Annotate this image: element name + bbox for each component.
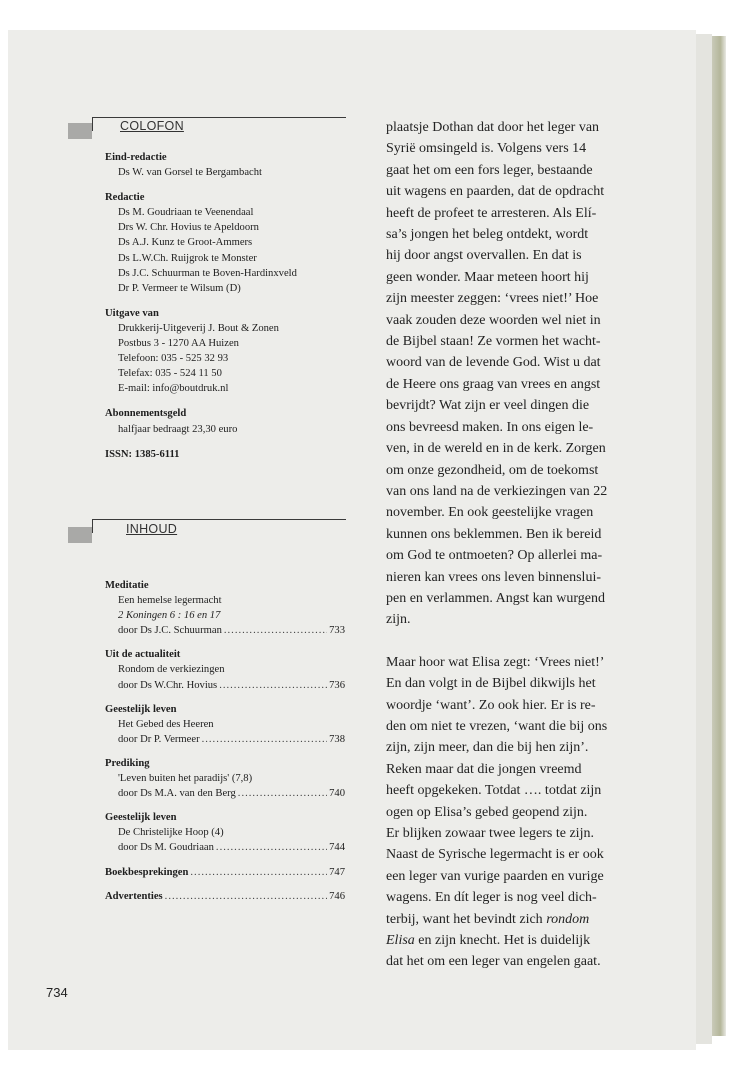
colofon-line: Ds A.J. Kunz te Groot-Ammers — [118, 237, 253, 249]
toc-scripture: 2 Koningen 6 : 16 en 17 — [118, 610, 221, 622]
toc-leader — [224, 623, 327, 638]
body-italic-span: Elisa — [386, 933, 415, 949]
body-line: nieren kan vrees ons leven binnenslui- — [386, 569, 601, 585]
body-line: dat het om een leger van engelen gaat. — [386, 954, 601, 970]
colofon-block — [105, 150, 345, 472]
body-line: geen wonder. Maar meteen hoort hij — [386, 269, 589, 285]
body-line: om God te ontmoeten? Op allerlei ma- — [386, 548, 603, 564]
colofon-line: Telefax: 035 - 524 11 50 — [118, 368, 222, 380]
toc-entry[interactable] — [105, 732, 345, 747]
toc-section — [105, 702, 345, 747]
toc-heading: Geestelijk leven — [105, 812, 177, 824]
uitgave-label: Uitgave van — [105, 307, 159, 319]
body-line: Reken maar dat die jongen vreemd — [386, 761, 582, 777]
body-line — [386, 930, 686, 951]
uitgave-group — [105, 306, 345, 397]
toc-section — [105, 578, 345, 638]
toc-author: door Ds W.Chr. Hovius — [118, 679, 218, 691]
colofon-line: Ds L.W.Ch. Ruijgrok te Monster — [118, 252, 257, 264]
body-line: kunnen ons beklemmen. Ben ik bereid — [386, 526, 602, 542]
colofon-title: COLOFON — [120, 119, 184, 133]
toc-entry[interactable] — [105, 786, 345, 801]
toc-entry[interactable] — [105, 840, 345, 855]
body-line: Maar hoor wat Elisa zegt: ‘Vrees niet!’ — [386, 654, 605, 670]
issn: ISSN: 1385-6111 — [105, 448, 180, 460]
body-line: ogen op Elisa’s gebed geopend zijn. — [386, 804, 588, 820]
toc-heading: Meditatie — [105, 580, 149, 591]
body-line: heeft opgekeken. Totdat …. totdat zijn — [386, 783, 602, 799]
toc-page: 738 — [329, 733, 345, 745]
toc-page: 733 — [329, 625, 345, 637]
body-line: uit wagens en paarden, dat de opdracht — [386, 184, 605, 200]
body-line: zijn meester zeggen: ‘vrees niet!’ Hoe — [386, 291, 599, 307]
body-line: bevrijdt? Wat zijn er veel dingen die — [386, 398, 590, 414]
toc-leader — [202, 732, 328, 747]
toc-author: door Ds J.C. Schuurman — [118, 625, 222, 637]
body-line: plaatsje Dothan dat door het leger van — [386, 120, 600, 135]
toc-section — [105, 756, 345, 801]
toc-leader — [238, 786, 327, 801]
colofon-rule — [92, 117, 346, 118]
body-line: gaat het om een fors leger, bestaande — [386, 162, 593, 178]
toc-leader — [165, 889, 327, 904]
colofon-line: Postbus 3 - 1270 AA Huizen — [118, 338, 239, 350]
body-line: zijn. — [386, 612, 411, 628]
colofon-line: E-mail: info@boutdruk.nl — [118, 383, 229, 395]
colofon-line: Ds J.C. Schuurman te Boven-Hardinxveld — [118, 267, 297, 279]
eind-redactie-group — [105, 150, 345, 180]
body-line: woord van de levende God. Wist u dat — [386, 355, 601, 371]
colofon-marker — [68, 123, 92, 139]
toc-leader — [190, 865, 327, 880]
toc-author: door Dr P. Vermeer — [118, 733, 200, 745]
toc-section — [105, 647, 345, 692]
toc-heading: Uit de actualiteit — [105, 649, 181, 661]
body-line: ven, in de wereld en in de kerk. Zorgen — [386, 441, 606, 457]
body-line: den om niet te vrezen, ‘want die bij ons — [386, 718, 608, 734]
toc-page: 740 — [329, 788, 345, 800]
body-line: En dan volgt in de Bijbel dikwijls het — [386, 676, 596, 692]
colofon-line: Ds W. van Gorsel te Bergambacht — [118, 167, 262, 179]
toc-title: 'Leven buiten het paradijs' (7,8) — [118, 773, 253, 785]
colofon-line: halfjaar bedraagt 23,30 euro — [118, 423, 238, 435]
body-line: zijn, zijn meer, dan die bij hen zijn’. — [386, 740, 589, 756]
body-text — [386, 117, 686, 994]
toc-leader — [216, 840, 327, 855]
colofon-line: Ds M. Goudriaan te Veenendaal — [118, 207, 254, 219]
abonnement-group — [105, 406, 345, 436]
colofon-line: Drs W. Chr. Hovius te Apeldoorn — [118, 222, 259, 234]
colofon-line: Dr P. Vermeer te Wilsum (D) — [118, 282, 241, 294]
body-line: van ons land na de verkiezingen van 22 — [386, 483, 608, 499]
toc-title: Een hemelse legermacht — [118, 595, 222, 607]
inhoud-rule — [92, 519, 346, 520]
toc-section — [105, 865, 345, 880]
body-line: Naast de Syrische legermacht is er ook — [386, 847, 604, 863]
body-italic-span: rondom — [546, 911, 590, 927]
toc-leader — [219, 678, 327, 693]
toc-author: door Ds M.A. van den Berg — [118, 788, 236, 800]
body-line: Syrië omsingeld is. Volgens vers 14 — [386, 141, 587, 157]
toc-entry[interactable] — [105, 623, 345, 638]
toc-heading: Geestelijk leven — [105, 703, 177, 715]
toc-title: De Christelijke Hoop (4) — [118, 827, 224, 839]
body-line: de Bijbel staan! Ze vormen het wacht- — [386, 334, 601, 350]
body-line: woordje ‘want’. Zo ook hier. Er is re- — [386, 697, 596, 713]
body-text-span: en zijn knecht. Het is duidelijk — [414, 933, 591, 949]
page-number: 734 — [46, 985, 68, 1000]
toc-page: 736 — [329, 679, 345, 691]
colofon-line: Drukkerij-Uitgeverij J. Bout & Zonen — [118, 322, 279, 334]
toc-entry-boekbesprekingen[interactable] — [105, 865, 345, 880]
colofon-rule-tick — [92, 117, 93, 131]
body-paragraph — [386, 652, 686, 973]
page-edge — [696, 34, 712, 1044]
toc-entry-advertenties[interactable] — [105, 889, 345, 904]
toc-title: Het Gebed des Heeren — [118, 718, 214, 730]
next-page-edge — [712, 36, 726, 1036]
inhoud-rule-tick — [92, 519, 93, 533]
toc-page: 747 — [329, 866, 345, 878]
toc-page: 744 — [329, 842, 345, 854]
body-line: vaak zouden deze woorden wel niet in — [386, 312, 601, 328]
toc-block — [105, 578, 345, 913]
toc-heading: Advertenties — [105, 890, 163, 902]
body-line: Er blijken zowaar twee legers te zijn. — [386, 826, 594, 841]
inhoud-title: INHOUD — [126, 522, 178, 536]
body-line — [386, 909, 686, 930]
inhoud-marker — [68, 527, 92, 543]
body-line: november. En ook geestelijke vragen — [386, 505, 594, 521]
toc-heading: Prediking — [105, 757, 150, 769]
toc-entry[interactable] — [105, 678, 345, 693]
toc-page: 746 — [329, 890, 345, 902]
body-paragraph — [386, 117, 686, 631]
toc-title: Rondom de verkiezingen — [118, 664, 225, 676]
toc-section — [105, 889, 345, 904]
body-line: ons bevreesd maken. In ons eigen le- — [386, 419, 594, 435]
body-line: pen en verlammen. Angst kan wurgend — [386, 590, 606, 606]
redactie-group — [105, 190, 345, 296]
body-line: hij door angst overvallen. En dat is — [386, 248, 582, 264]
body-line: heeft de profeet te arresteren. Als Elí- — [386, 205, 597, 221]
body-line: de Heere ons graag van vrees en angst — [386, 376, 601, 392]
toc-author: door Ds M. Goudriaan — [118, 842, 214, 854]
toc-heading: Boekbesprekingen — [105, 866, 189, 878]
body-line: wagens. En dít leger is nog veel dich- — [386, 890, 597, 906]
body-line: sa’s jongen het beleg ontdekt, wordt — [386, 227, 589, 243]
body-line: een leger van vurige paarden en vurige — [386, 868, 604, 884]
body-line: om onze gezondheid, om de toekomst — [386, 462, 599, 478]
toc-section — [105, 810, 345, 855]
abonnement-label: Abonnementsgeld — [105, 408, 187, 420]
body-text-span: terbij, want het bevindt zich — [386, 911, 547, 927]
redactie-label: Redactie — [105, 192, 145, 204]
eind-redactie-label: Eind-redactie — [105, 152, 167, 163]
colofon-line: Telefoon: 035 - 525 32 93 — [118, 353, 229, 365]
